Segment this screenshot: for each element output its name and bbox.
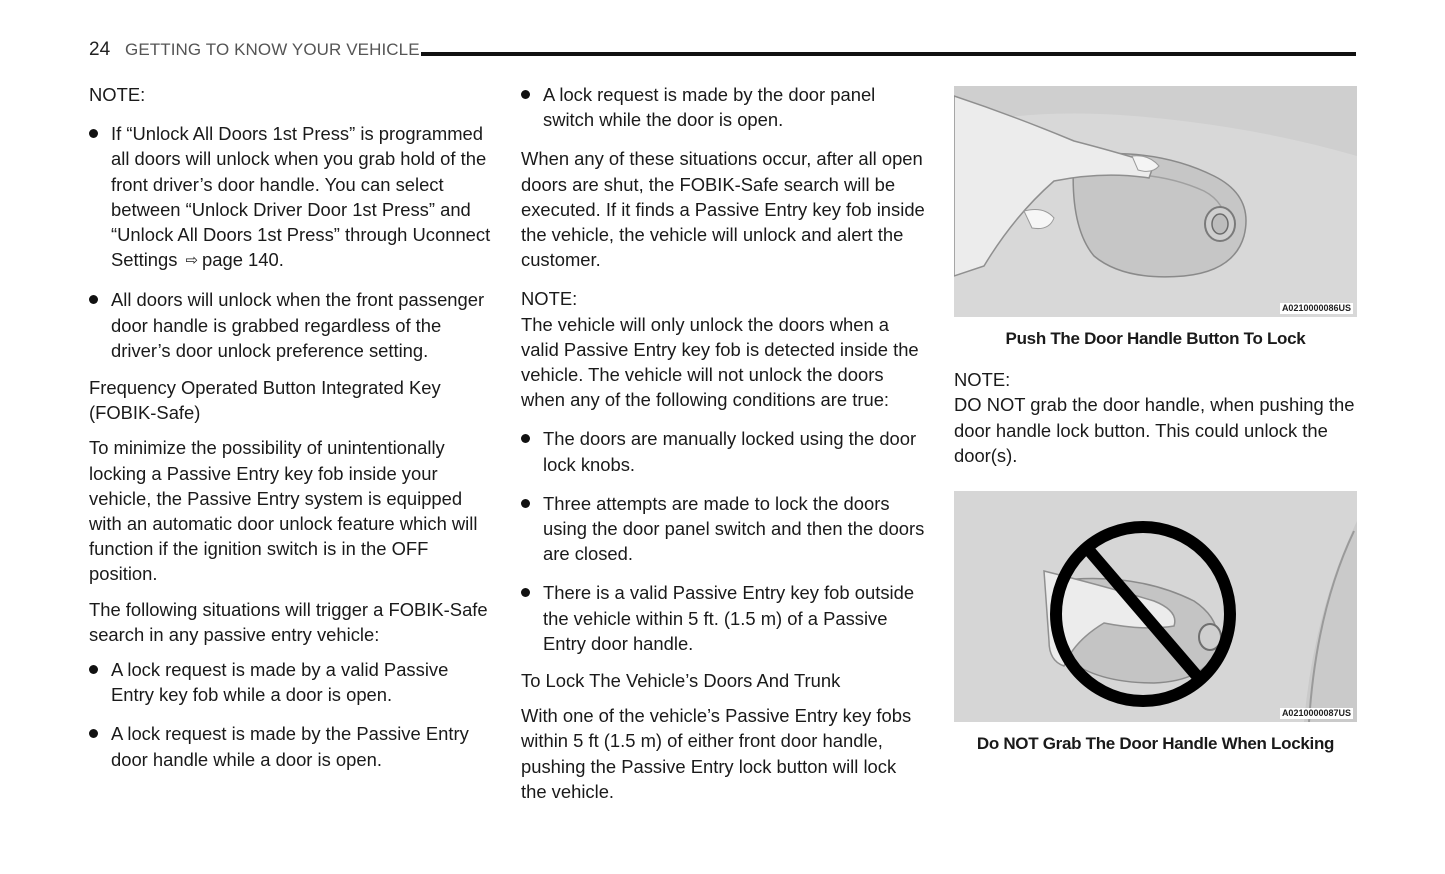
door-handle-illustration [954, 86, 1357, 317]
list-item [521, 82, 926, 132]
bullet-list [89, 657, 494, 772]
note-text: The vehicle will only unlock the doors when a valid Passive Entry key fob is detected inside the vehicle. The vehicle will not unlock the doors when any of the following conditions are true: [521, 313, 919, 411]
column-1 [89, 82, 494, 786]
bullet-dot [89, 295, 98, 304]
page-header [89, 38, 1356, 64]
list-item [89, 121, 494, 273]
figure-code: A0210000087US [1281, 708, 1351, 719]
bullet-dot [521, 434, 530, 443]
section-heading: To Lock The Vehicle’s Doors And Trunk [521, 670, 841, 692]
section-heading: Frequency Operated Button Integrated Key (FOBIK-Safe) [89, 377, 441, 424]
page-reference-arrow-icon: ⇨ [185, 252, 199, 270]
paragraph: The following situations will trigger a FOBIK-Safe search in any passive entry vehicle: [89, 598, 488, 645]
bullet-dot [89, 129, 98, 138]
chapter-title: GETTING TO KNOW YOUR VEHICLE [125, 40, 420, 59]
bullet-dot [521, 588, 530, 597]
note-text: DO NOT grab the door handle, when pushing the door handle lock button. This could unlock the door(s). [954, 394, 1355, 466]
bullet-dot [521, 499, 530, 508]
bullet-dot [521, 90, 530, 99]
column-3 [954, 86, 1357, 772]
list-item-text: A lock request is made by a valid Passive Entry key fob while a door is open. [111, 659, 449, 706]
paragraph: To minimize the possibility of unintentionally locking a Passive Entry key fob inside your vehicle, the Passive Entry system is equipped with an automatic door unlock feature which will function if the ignition switch is in the OFF position. [89, 437, 478, 585]
list-item [521, 426, 926, 476]
list-item [89, 287, 494, 363]
figure-do-not-grab-handle [954, 491, 1357, 722]
list-item-text: Three attempts are made to lock the doors using the door panel switch and then the doors are closed. [543, 492, 925, 565]
list-item-text: A lock request is made by the door panel switch while the door is open. [543, 84, 876, 131]
prohibited-grab-illustration [954, 491, 1357, 722]
note-bullet-list [89, 121, 494, 363]
list-item-text: There is a valid Passive Entry key fob outside the vehicle within 5 ft. (1.5 m) of a Passive Entry door handle. [543, 582, 915, 654]
list-item-text: A lock request is made by the Passive Entry door handle while a door is open. [111, 723, 469, 770]
list-item [89, 721, 494, 771]
list-item-text: All doors will unlock when the front passenger door handle is grabbed regardless of the driver’s door unlock preference setting. [111, 289, 485, 361]
column-2 [521, 82, 926, 814]
note-label: NOTE: [954, 369, 1011, 391]
list-item [89, 657, 494, 707]
paragraph: When any of these situations occur, after all open doors are shut, the FOBIK-Safe search will be executed. If it finds a Passive Entry key fob inside the vehicle, the vehicle will unlock and alert the customer. [521, 148, 925, 271]
page-reference-link[interactable]: page 140. [202, 249, 284, 271]
list-item-text: If “Unlock All Doors 1st Press” is programmed all doors will unlock when you grab hold of the front driver’s door handle. You can select between “Unlock Driver Door 1st Press” and “Unlock All Doors 1st Press” through Uconnect Settings [111, 123, 491, 271]
bullet-dot [89, 729, 98, 738]
figure-caption: Push The Door Handle Button To Lock [1005, 329, 1306, 348]
figure-caption: Do NOT Grab The Door Handle When Locking [976, 734, 1335, 754]
page-number: 24 [89, 39, 111, 60]
header-rule [421, 52, 1356, 56]
list-item [521, 580, 926, 656]
figure-code: A0210000086US [1281, 303, 1351, 313]
note-label: NOTE: [521, 288, 578, 310]
bullet-list [521, 82, 926, 132]
paragraph: With one of the vehicle’s Passive Entry key fobs within 5 ft (1.5 m) of either front door handle, pushing the Passive Entry lock button will lock the vehicle. [521, 705, 912, 802]
bullet-list [521, 426, 926, 656]
list-item-text: The doors are manually locked using the door lock knobs. [543, 428, 917, 475]
bullet-dot [89, 665, 98, 674]
figure-push-door-handle-button [954, 86, 1357, 317]
list-item [521, 491, 926, 567]
note-label: NOTE: [89, 84, 146, 105]
